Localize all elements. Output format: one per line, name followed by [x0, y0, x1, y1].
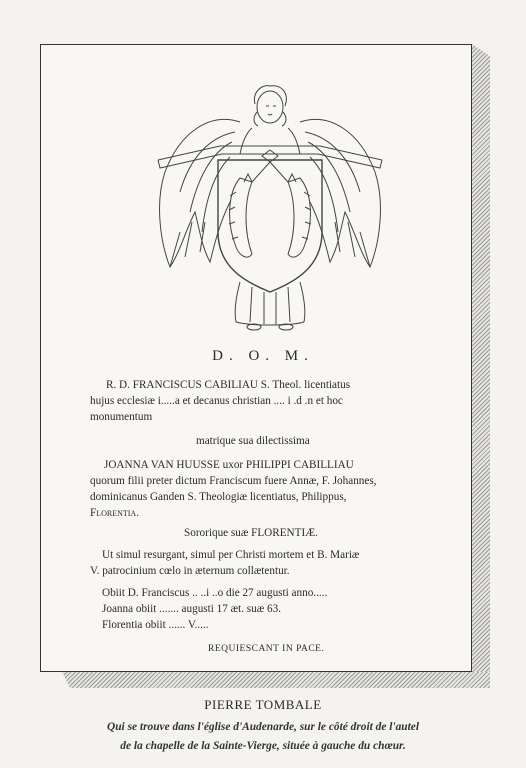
- requiescant-line: REQUIESCANT IN PACE.: [208, 644, 325, 654]
- angel-with-coat-of-arms-icon: [140, 82, 400, 332]
- inscription-line-9: Sororique suæ FLORENTIÆ.: [184, 527, 318, 539]
- slab-bottom-hatching: [62, 672, 490, 688]
- inscription-line-13: Joanna obiit ....... augusti 17 æt. suæ 63.: [102, 603, 281, 615]
- caption-title: PIERRE TOMBALE: [204, 697, 322, 712]
- caption-line-2: de la chapelle de la Sainte-Vierge, située à gauche du chœur.: [120, 740, 406, 752]
- inscription-line-3: monumentum: [90, 411, 153, 423]
- caption-line-1: Qui se trouve dans l'église d'Audenarde, sur le côté droit de l'autel: [107, 721, 419, 733]
- inscription-line-4: matrique sua dilectissima: [196, 435, 310, 447]
- inscription-line-5: JOANNA VAN HUUSSE uxor PHILIPPI CABILLIAU: [104, 459, 354, 471]
- inscription-line-1: R. D. FRANCISCUS CABILIAU S. Theol. licentiatus: [106, 379, 351, 391]
- dom-heading: D. O. M.: [212, 348, 314, 364]
- inscription-line-2: hujus ecclesiæ i.....a et decanus christian .... i .d .n et hoc: [90, 395, 343, 407]
- inscription-line-14: Florentia obiit ...... V.....: [102, 619, 209, 631]
- inscription-line-11: V. patrocinium cœlo in æternum collætentur.: [90, 565, 290, 577]
- inscription-line-8: Florentia.: [90, 507, 140, 519]
- inscription-line-7: dominicanus Ganden S. Theologiæ licentiatus, Philippus,: [90, 491, 347, 503]
- inscription-line-12: Obiit D. Franciscus .. ..i ..o die 27 augusti anno.....: [102, 587, 328, 599]
- inscription-line-6: quorum filii preter dictum Franciscum fuere Annæ, F. Johannes,: [90, 475, 377, 487]
- inscription-line-10: Ut simul resurgant, simul per Christi mortem et B. Mariæ: [102, 549, 360, 561]
